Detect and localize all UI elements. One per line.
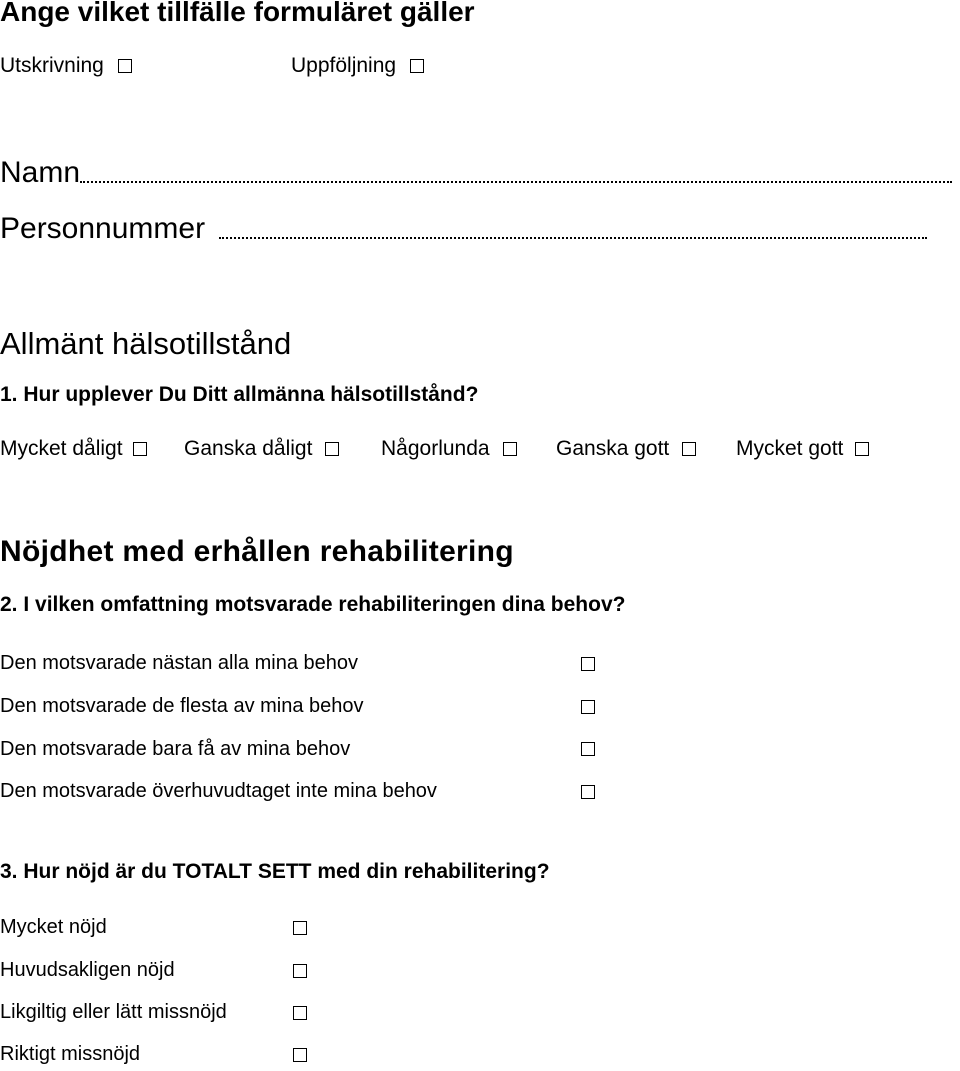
q3-option-label: Riktigt missnöjd xyxy=(0,1043,141,1065)
health-option-ganska-daligt[interactable] xyxy=(184,437,339,461)
q3-option-2-checkbox[interactable] xyxy=(293,964,307,978)
health-option-ganska-gott[interactable] xyxy=(556,437,696,461)
personnummer-dotted-line[interactable] xyxy=(219,237,927,239)
health-option-label: Mycket gott xyxy=(736,437,844,460)
health-option-mycket-daligt[interactable] xyxy=(0,437,147,461)
q2-option-label: Den motsvarade nästan alla mina behov xyxy=(0,652,358,674)
q2-option-3-checkbox[interactable] xyxy=(581,742,595,756)
personnummer-label: Personnummer xyxy=(0,212,206,245)
question-3: 3. Hur nöjd är du TOTALT SETT med din rehabilitering? xyxy=(0,860,550,883)
q2-option-label: Den motsvarade de flesta av mina behov xyxy=(0,695,364,717)
q2-option-label: Den motsvarade bara få av mina behov xyxy=(0,738,351,760)
general-health-heading: Allmänt hälsotillstånd xyxy=(0,326,292,361)
q2-option-2[interactable] xyxy=(0,695,364,718)
health-option-nagorlunda[interactable] xyxy=(381,437,517,461)
question-1: 1. Hur upplever Du Ditt allmänna hälsotillstånd? xyxy=(0,383,479,406)
checkbox[interactable] xyxy=(410,59,424,73)
q3-option-4[interactable] xyxy=(0,1043,140,1066)
q2-option-4[interactable] xyxy=(0,780,437,803)
checkbox[interactable] xyxy=(855,442,869,456)
checkbox[interactable] xyxy=(325,442,339,456)
question-2: 2. I vilken omfattning motsvarade rehabiliteringen dina behov? xyxy=(0,593,626,616)
q2-option-4-checkbox[interactable] xyxy=(581,785,595,799)
occasion-option-label: Uppföljning xyxy=(291,54,397,77)
checkbox[interactable] xyxy=(682,442,696,456)
name-dotted-line[interactable] xyxy=(80,181,952,183)
health-option-label: Ganska gott xyxy=(556,437,670,460)
q2-option-1[interactable] xyxy=(0,652,358,675)
health-option-mycket-gott[interactable] xyxy=(736,437,869,461)
q3-option-2[interactable] xyxy=(0,959,175,982)
q3-option-3-checkbox[interactable] xyxy=(293,1006,307,1020)
checkbox[interactable] xyxy=(503,442,517,456)
q3-option-label: Likgiltig eller lätt missnöjd xyxy=(0,1001,227,1023)
q3-option-4-checkbox[interactable] xyxy=(293,1048,307,1062)
satisfaction-heading: Nöjdhet med erhållen rehabilitering xyxy=(0,535,514,568)
form-occasion-heading: Ange vilket tillfälle formuläret gäller xyxy=(0,0,475,27)
q2-option-3[interactable] xyxy=(0,738,350,761)
q3-option-label: Mycket nöjd xyxy=(0,916,107,938)
q2-option-1-checkbox[interactable] xyxy=(581,657,595,671)
name-label: Namn xyxy=(0,156,81,189)
personnummer-field[interactable] xyxy=(0,212,927,246)
health-option-label: Någorlunda xyxy=(381,437,490,460)
occasion-option-label: Utskrivning xyxy=(0,54,104,77)
q3-option-1-checkbox[interactable] xyxy=(293,921,307,935)
occasion-option-utskrivning[interactable] xyxy=(0,54,132,78)
q2-option-label: Den motsvarade överhuvudtaget inte mina behov xyxy=(0,780,437,802)
q3-option-3[interactable] xyxy=(0,1001,227,1024)
q3-option-label: Huvudsakligen nöjd xyxy=(0,959,175,981)
q2-option-2-checkbox[interactable] xyxy=(581,700,595,714)
occasion-option-uppfoljning[interactable] xyxy=(291,54,424,78)
checkbox[interactable] xyxy=(118,59,132,73)
q3-option-1[interactable] xyxy=(0,916,107,939)
name-field[interactable] xyxy=(0,156,952,190)
health-option-label: Ganska dåligt xyxy=(184,437,313,460)
checkbox[interactable] xyxy=(133,442,147,456)
health-option-label: Mycket dåligt xyxy=(0,437,123,460)
